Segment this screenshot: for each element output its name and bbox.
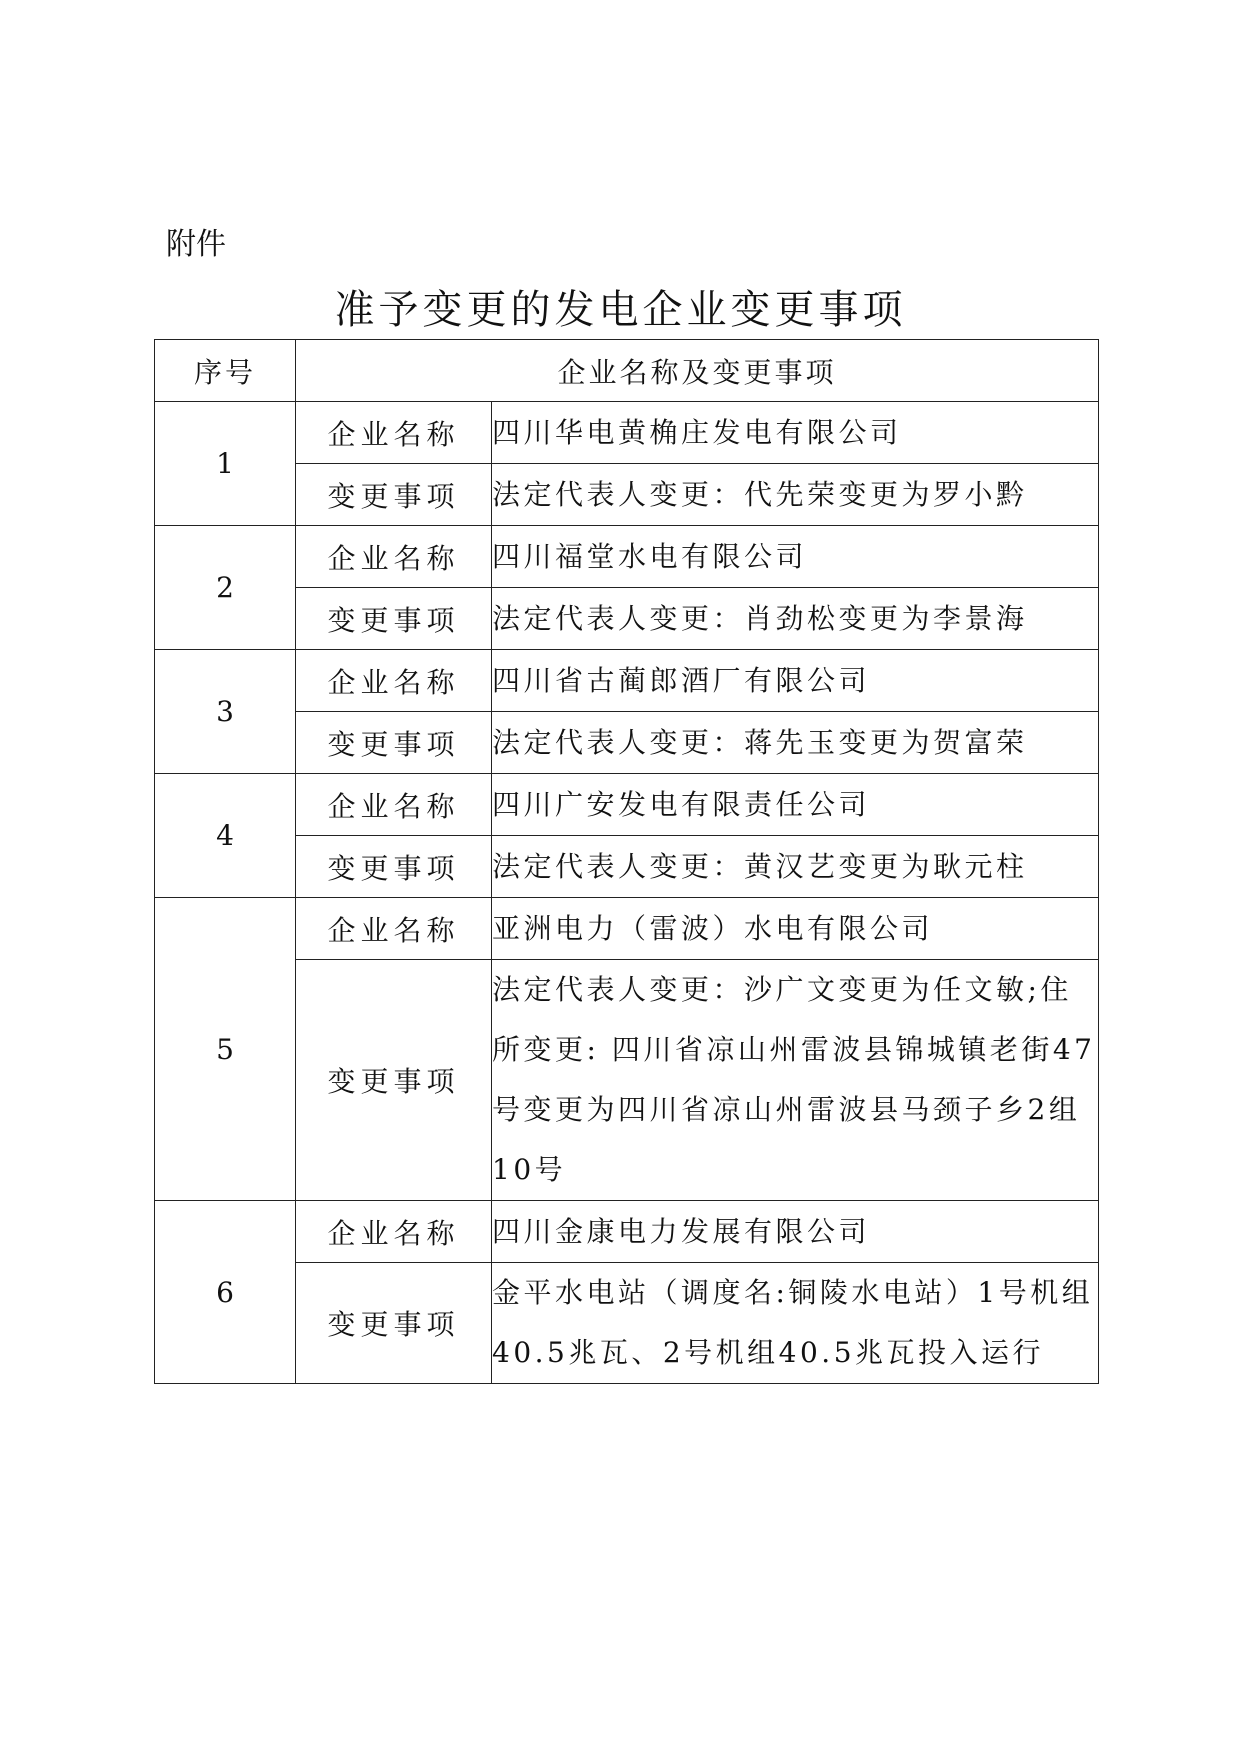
change-details: 法定代表人变更：肖劲松变更为李景海 <box>492 588 1099 650</box>
company-name: 四川广安发电有限责任公司 <box>492 774 1099 836</box>
change-label: 变更事项 <box>296 1263 492 1384</box>
change-label: 变更事项 <box>296 836 492 898</box>
name-label: 企业名称 <box>296 526 492 588</box>
change-label: 变更事项 <box>296 588 492 650</box>
company-name: 四川华电黄桷庄发电有限公司 <box>492 402 1099 464</box>
company-name: 亚洲电力（雷波）水电有限公司 <box>492 898 1099 960</box>
change-details: 法定代表人变更：沙广文变更为任文敏;住所变更: 四川省凉山州雷波县锦城镇老街47号变更为四川省凉山州雷波县马颈子乡2组10号 <box>492 960 1099 1201</box>
company-name: 四川省古蔺郎酒厂有限公司 <box>492 650 1099 712</box>
change-label: 变更事项 <box>296 960 492 1201</box>
table-row <box>155 960 1099 1201</box>
name-label: 企业名称 <box>296 774 492 836</box>
table-row <box>155 402 1099 464</box>
header-details: 企业名称及变更事项 <box>296 340 1099 402</box>
row-seq: 3 <box>155 650 296 774</box>
change-label: 变更事项 <box>296 464 492 526</box>
change-details: 法定代表人变更：蒋先玉变更为贺富荣 <box>492 712 1099 774</box>
change-label: 变更事项 <box>296 712 492 774</box>
header-seq: 序号 <box>155 340 296 402</box>
table-row <box>155 712 1099 774</box>
name-label: 企业名称 <box>296 402 492 464</box>
company-name: 四川金康电力发展有限公司 <box>492 1201 1099 1263</box>
table-header-row <box>155 340 1099 402</box>
table-row <box>155 898 1099 960</box>
row-seq: 1 <box>155 402 296 526</box>
table-row <box>155 774 1099 836</box>
table-row <box>155 1201 1099 1263</box>
row-seq: 2 <box>155 526 296 650</box>
change-details: 金平水电站（调度名:铜陵水电站）1号机组40.5兆瓦、2号机组40.5兆瓦投入运行 <box>492 1263 1099 1384</box>
table-row <box>155 1263 1099 1384</box>
document-title: 准予变更的发电企业变更事项 <box>334 287 907 333</box>
name-label: 企业名称 <box>296 1201 492 1263</box>
name-label: 企业名称 <box>296 650 492 712</box>
row-seq: 5 <box>155 898 296 1201</box>
row-seq: 6 <box>155 1201 296 1384</box>
table-row <box>155 526 1099 588</box>
change-details: 法定代表人变更：代先荣变更为罗小黔 <box>492 464 1099 526</box>
table-row <box>155 836 1099 898</box>
change-details: 法定代表人变更：黄汉艺变更为耿元柱 <box>492 836 1099 898</box>
row-seq: 4 <box>155 774 296 898</box>
company-name: 四川福堂水电有限公司 <box>492 526 1099 588</box>
table-row <box>155 464 1099 526</box>
attachment-label: 附件 <box>166 227 226 262</box>
table-row <box>155 650 1099 712</box>
change-table <box>154 339 1099 1384</box>
table-row <box>155 588 1099 650</box>
name-label: 企业名称 <box>296 898 492 960</box>
